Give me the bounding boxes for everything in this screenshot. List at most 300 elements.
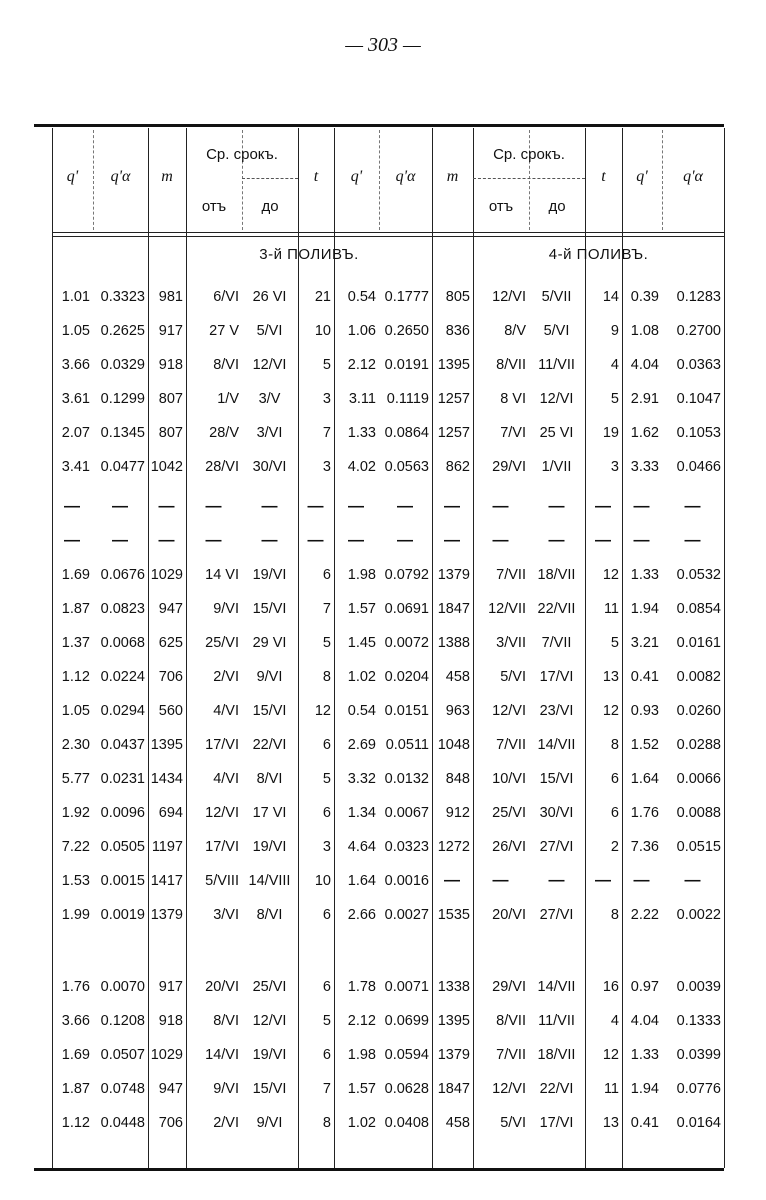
table-cell: 7/VII [496, 567, 526, 583]
table-cell: 3/V [258, 391, 281, 407]
table-cell: — [64, 498, 80, 515]
table-cell: 1.02 [347, 1115, 376, 1131]
table-cell: 848 [445, 771, 470, 787]
table-cell: 0.0132 [384, 771, 429, 787]
table-cell: 1029 [150, 567, 183, 583]
table-cell: — [205, 498, 222, 515]
header-qa: q'α [110, 168, 131, 185]
table-cell [475, 932, 526, 966]
table-cell: 7 [322, 1081, 331, 1097]
table-cell: 1434 [150, 771, 183, 787]
table-cell: 1.05 [61, 323, 90, 339]
table-row [0, 796, 766, 830]
table-cell: — [444, 872, 460, 889]
table-cell: 1.37 [61, 635, 90, 651]
table-row [0, 660, 766, 694]
table-cell: 14 [602, 289, 619, 305]
table-cell: 0.1333 [676, 1013, 721, 1029]
table-cell: 0.0448 [100, 1115, 145, 1131]
table-cell: 12/VI [205, 805, 239, 821]
table-cell: 2/VI [213, 1115, 239, 1131]
table-cell: 5 [610, 391, 619, 407]
table-row [0, 1106, 766, 1140]
table-cell: 1.94 [630, 601, 659, 617]
table-row [0, 450, 766, 484]
table-cell: 7.36 [630, 839, 659, 855]
table-cell: 1535 [437, 907, 470, 923]
table-cell: 10/VI [492, 771, 526, 787]
table-cell: 12/VI [492, 703, 526, 719]
table-cell: — [444, 532, 460, 549]
table-cell: 1.57 [347, 601, 376, 617]
table-cell: 1.12 [61, 669, 90, 685]
table-cell: 2.91 [630, 391, 659, 407]
table-cell: 625 [158, 635, 183, 651]
table-cell: 0.0532 [676, 567, 721, 583]
table-cell: 8/V [504, 323, 526, 339]
table-cell: — [492, 872, 509, 889]
table-cell: 5/VI [500, 1115, 526, 1131]
table-cell: 12 [602, 1047, 619, 1063]
table-row [0, 728, 766, 762]
table-cell: 1.52 [630, 737, 659, 753]
table-cell: 0.0676 [100, 567, 145, 583]
table-cell: 8/VI [213, 357, 239, 373]
table-cell: 807 [158, 391, 183, 407]
table-cell: 3/VI [256, 425, 283, 441]
table-cell: 0.0072 [384, 635, 429, 651]
table-cell: 0.0260 [676, 703, 721, 719]
table-cell: 17/VI [205, 839, 239, 855]
table-cell: 17/VI [539, 669, 574, 685]
table-cell: 2.69 [347, 737, 376, 753]
table-cell: 1847 [437, 1081, 470, 1097]
table-cell: 14/VI [205, 1047, 239, 1063]
table-cell: 1417 [150, 873, 183, 889]
table-cell [336, 932, 376, 966]
table-cell: — [595, 872, 611, 889]
table-cell: 0.39 [630, 289, 659, 305]
table-cell: 3.61 [61, 391, 90, 407]
table-cell: 0.0594 [384, 1047, 429, 1063]
table-cell: 25/VI [252, 979, 287, 995]
table-row [0, 416, 766, 450]
table-cell: 0.0066 [676, 771, 721, 787]
table-cell: 25 VI [539, 425, 574, 441]
table-cell: 3 [322, 391, 331, 407]
section-title-4: 4-й ПОЛИВЪ. [548, 246, 649, 263]
table-cell: 912 [445, 805, 470, 821]
table-cell: 836 [445, 323, 470, 339]
table-cell: 0.2700 [676, 323, 721, 339]
table-cell: 27 V [209, 323, 239, 339]
table-cell [300, 932, 331, 966]
table-cell: 5/VII [541, 289, 572, 305]
table-cell: 1.87 [61, 1081, 90, 1097]
table-cell: 0.0068 [100, 635, 145, 651]
table-cell: 0.0628 [384, 1081, 429, 1097]
table-cell: 1048 [437, 737, 470, 753]
table-cell: 8/VI [256, 771, 283, 787]
table-row [0, 490, 766, 524]
table-cell: 5/VIII [205, 873, 239, 889]
table-cell: 0.0823 [100, 601, 145, 617]
table-cell: 0.0854 [676, 601, 721, 617]
table-cell: 20/VI [492, 907, 526, 923]
table-cell: 5/VI [543, 323, 570, 339]
table-cell [188, 932, 239, 966]
table-cell: 1.05 [61, 703, 90, 719]
table-cell: 1.92 [61, 805, 90, 821]
table-cell: 2.07 [61, 425, 90, 441]
table-cell: 12/VI [252, 1013, 287, 1029]
header-qa2: q'α [395, 168, 416, 185]
table-cell: 0.54 [347, 289, 376, 305]
table-cell: — [548, 872, 565, 889]
table-cell: 0.0294 [100, 703, 145, 719]
table-cell: 20/VI [205, 979, 239, 995]
table-cell: 1197 [151, 839, 183, 855]
table-cell: 23/VI [539, 703, 574, 719]
table-cell [54, 932, 90, 966]
table-cell: 0.0082 [676, 669, 721, 685]
table-cell: 16 [602, 979, 619, 995]
table-cell: 7.22 [61, 839, 90, 855]
table-cell: 1.33 [630, 1047, 659, 1063]
table-cell: 21 [314, 289, 331, 305]
table-cell [434, 932, 470, 966]
table-cell: 0.2650 [384, 323, 429, 339]
table-cell: 1.08 [630, 323, 659, 339]
table-cell: 1.02 [347, 669, 376, 685]
table-row [0, 932, 766, 966]
table-cell: 1.53 [61, 873, 90, 889]
table-bottom-rule [34, 1168, 724, 1171]
table-cell: 1257 [437, 425, 470, 441]
table-cell: 963 [445, 703, 470, 719]
table-cell: 7 [322, 601, 331, 617]
table-row [0, 592, 766, 626]
table-cell: 8/VII [496, 357, 526, 373]
table-cell: 917 [158, 979, 183, 995]
table-cell: — [112, 532, 128, 549]
header-separator-double [52, 236, 724, 237]
table-cell: 6 [322, 805, 331, 821]
table-cell: 1388 [437, 635, 470, 651]
table-cell: 981 [158, 289, 183, 305]
table-cell: 2.12 [347, 1013, 376, 1029]
table-cell: 14/VII [537, 979, 576, 995]
header-sr-srok-2: Ср. срокъ. [493, 146, 565, 163]
table-cell: 11/VII [538, 1013, 575, 1029]
table-row [0, 280, 766, 314]
table-cell: 4/VI [213, 703, 239, 719]
table-cell: 3/VII [496, 635, 526, 651]
header-t2: t [601, 168, 606, 185]
table-cell: 5 [610, 635, 619, 651]
table-cell: 1395 [437, 1013, 470, 1029]
table-cell: 0.0288 [676, 737, 721, 753]
table-cell: 0.41 [630, 669, 659, 685]
table-cell: 12 [602, 567, 619, 583]
table-cell: 0.0039 [676, 979, 721, 995]
table-cell: 0.0323 [384, 839, 429, 855]
header-q2: q' [350, 168, 363, 185]
table-cell: 9 [610, 323, 619, 339]
table-cell: 1.98 [347, 567, 376, 583]
table-cell: 4.02 [347, 459, 376, 475]
table-cell: 19 [602, 425, 619, 441]
table-cell: — [397, 532, 413, 549]
table-cell: — [112, 498, 128, 515]
table-cell: 1272 [437, 839, 470, 855]
table-cell: 0.0748 [100, 1081, 145, 1097]
table-cell: — [261, 498, 278, 515]
table-cell: 2/VI [213, 669, 239, 685]
table-cell: 12/VII [488, 601, 526, 617]
table-cell: — [307, 532, 324, 549]
table-cell: 9/VI [256, 669, 283, 685]
table-cell: 22/VI [252, 737, 287, 753]
table-cell: 5 [322, 357, 331, 373]
column-divider-dashed [529, 130, 530, 230]
table-cell: 6 [610, 805, 619, 821]
table-cell: 0.1053 [676, 425, 721, 441]
table-cell: 0.0027 [384, 907, 429, 923]
table-cell: 11 [603, 601, 619, 617]
table-cell: 0.0161 [676, 635, 721, 651]
table-cell: 706 [158, 1115, 183, 1131]
table-cell: 8/VI [256, 907, 283, 923]
table-row [0, 1072, 766, 1106]
header-m: m [161, 168, 173, 185]
table-cell: 1.62 [630, 425, 659, 441]
table-cell: 0.0071 [384, 979, 429, 995]
table-row [0, 970, 766, 1004]
table-cell: — [261, 532, 278, 549]
table-row [0, 1038, 766, 1072]
header-sub-rule [242, 178, 298, 179]
table-cell: — [307, 498, 324, 515]
table-cell: 694 [158, 805, 183, 821]
table-cell: 862 [445, 459, 470, 475]
table-cell: 8 [322, 1115, 331, 1131]
table-cell: 10 [314, 873, 331, 889]
table-cell: 0.0151 [384, 703, 429, 719]
table-cell: 6 [322, 907, 331, 923]
table-cell: 1.12 [61, 1115, 90, 1131]
table-cell: 7 [322, 425, 331, 441]
table-cell: 0.1208 [100, 1013, 145, 1029]
table-cell: 0.0329 [100, 357, 145, 373]
header-separator [52, 232, 724, 233]
table-cell: 12/VI [539, 391, 574, 407]
table-cell: 1042 [150, 459, 183, 475]
table-cell [244, 932, 295, 966]
table-cell: 560 [158, 703, 183, 719]
section-title-3: 3-й ПОЛИВЪ. [259, 246, 359, 263]
table-cell: 22/VII [537, 601, 576, 617]
table-cell: 12/VI [252, 357, 287, 373]
table-cell: 0.0477 [100, 459, 145, 475]
table-cell: 1.33 [630, 567, 659, 583]
table-cell: 3.11 [348, 391, 376, 407]
table-cell: 0.0399 [676, 1047, 721, 1063]
table-cell: 0.0776 [676, 1081, 721, 1097]
table-cell: 1379 [437, 1047, 470, 1063]
table-cell: 22/VI [539, 1081, 574, 1097]
table-cell: 8 [610, 737, 619, 753]
table-cell: 1.94 [630, 1081, 659, 1097]
table-cell: 7/VI [500, 425, 526, 441]
table-cell: — [633, 498, 650, 515]
table-cell: 1.64 [347, 873, 376, 889]
table-cell: 8/VII [496, 1013, 526, 1029]
table-cell: 0.0563 [384, 459, 429, 475]
table-cell: 3.32 [347, 771, 376, 787]
table-cell: 1.87 [61, 601, 90, 617]
table-cell: 27/VI [539, 907, 574, 923]
table-cell [150, 932, 183, 966]
table-cell: — [205, 532, 222, 549]
table-cell: 5/VI [256, 323, 283, 339]
table-cell: 0.0437 [100, 737, 145, 753]
table-row [0, 314, 766, 348]
table-cell: 7/VII [496, 1047, 526, 1063]
table-row [0, 864, 766, 898]
table-cell: 3 [322, 839, 331, 855]
table-cell: 19/VI [252, 839, 287, 855]
table-cell: 1257 [437, 391, 470, 407]
table-cell: 27/VI [539, 839, 574, 855]
table-cell: 5/VI [500, 669, 526, 685]
table-cell: — [684, 872, 701, 889]
table-cell [95, 932, 145, 966]
table-cell: 0.54 [347, 703, 376, 719]
table-cell: 0.0164 [676, 1115, 721, 1131]
table-cell: 3.66 [61, 1013, 90, 1029]
table-cell: 12/VI [492, 289, 526, 305]
table-cell: 4.04 [630, 357, 659, 373]
table-cell: 17/VI [539, 1115, 574, 1131]
table-cell: 2 [610, 839, 619, 855]
table-cell: 15/VI [539, 771, 574, 787]
table-cell: 0.0096 [100, 805, 145, 821]
table-row [0, 1004, 766, 1038]
table-cell: — [492, 498, 509, 515]
header-qa3: q'α [683, 168, 703, 185]
table-cell: 1.99 [61, 907, 90, 923]
table-cell: 458 [445, 669, 470, 685]
table-cell: 15/VI [252, 703, 287, 719]
table-cell: 0.1777 [384, 289, 429, 305]
table-cell: 15/VI [252, 601, 287, 617]
table-cell: 0.0231 [100, 771, 145, 787]
table-cell: 26/VI [492, 839, 526, 855]
table-cell: — [595, 498, 611, 515]
table-cell: 2.22 [630, 907, 659, 923]
table-cell: — [158, 532, 175, 549]
table-cell: 1.98 [347, 1047, 376, 1063]
table-cell: 0.2625 [100, 323, 145, 339]
table-cell: — [633, 872, 650, 889]
table-cell: — [684, 532, 701, 549]
table-cell: 1.01 [61, 289, 90, 305]
table-cell: 1.45 [347, 635, 376, 651]
header-q3: q' [636, 168, 648, 185]
table-cell: 0.0016 [384, 873, 429, 889]
table-row [0, 382, 766, 416]
table-cell: 8 [322, 669, 331, 685]
table-cell: 0.0864 [384, 425, 429, 441]
table-cell: 0.93 [630, 703, 659, 719]
table-cell: 918 [158, 357, 183, 373]
table-cell: 2.66 [347, 907, 376, 923]
table-cell: 13 [602, 1115, 619, 1131]
table-cell: 5 [322, 1013, 331, 1029]
table-cell: 0.0191 [384, 357, 429, 373]
table-cell: — [348, 498, 364, 515]
table-row [0, 830, 766, 864]
table-cell: — [595, 532, 611, 549]
table-cell: 0.3323 [100, 289, 145, 305]
table-cell: — [633, 532, 650, 549]
table-cell: 1847 [437, 601, 470, 617]
table-cell: 2.12 [347, 357, 376, 373]
table-cell: 1.78 [347, 979, 376, 995]
table-cell [664, 932, 721, 966]
header-ot-2: отъ [488, 198, 514, 215]
table-cell: 18/VII [537, 1047, 576, 1063]
table-cell: 3 [610, 459, 619, 475]
table-cell: 7/VII [496, 737, 526, 753]
table-cell: 458 [445, 1115, 470, 1131]
table-cell: 1/V [217, 391, 239, 407]
table-cell: 0.0088 [676, 805, 721, 821]
table-cell: 12/VI [492, 1081, 526, 1097]
table-cell: 0.97 [630, 979, 659, 995]
table-cell [587, 932, 619, 966]
table-cell [531, 932, 582, 966]
table-cell: 1379 [437, 567, 470, 583]
table-cell: — [348, 532, 364, 549]
table-cell: — [64, 532, 80, 549]
table-cell: 7/VII [541, 635, 572, 651]
column-divider-dashed [242, 130, 243, 230]
table-cell: 4.04 [630, 1013, 659, 1029]
table-cell: 6 [610, 771, 619, 787]
table-cell: — [444, 498, 460, 515]
table-cell: 0.0408 [384, 1115, 429, 1131]
table-cell: 2.30 [61, 737, 90, 753]
table-cell: 5 [322, 771, 331, 787]
table-cell: 0.0015 [100, 873, 145, 889]
table-cell: 0.0511 [385, 737, 429, 753]
table-cell: 0.0466 [676, 459, 721, 475]
table-cell: 0.0070 [100, 979, 145, 995]
table-cell: 1.34 [347, 805, 376, 821]
table-cell: 1379 [150, 907, 183, 923]
table-cell: 6 [322, 979, 331, 995]
table-cell: 917 [158, 323, 183, 339]
table-cell: 1.76 [61, 979, 90, 995]
table-cell: 4 [610, 1013, 619, 1029]
table-row [0, 694, 766, 728]
table-cell: 4/VI [213, 771, 239, 787]
table-cell: 1.69 [61, 1047, 90, 1063]
table-cell: 18/VII [537, 567, 576, 583]
table-row [0, 524, 766, 558]
